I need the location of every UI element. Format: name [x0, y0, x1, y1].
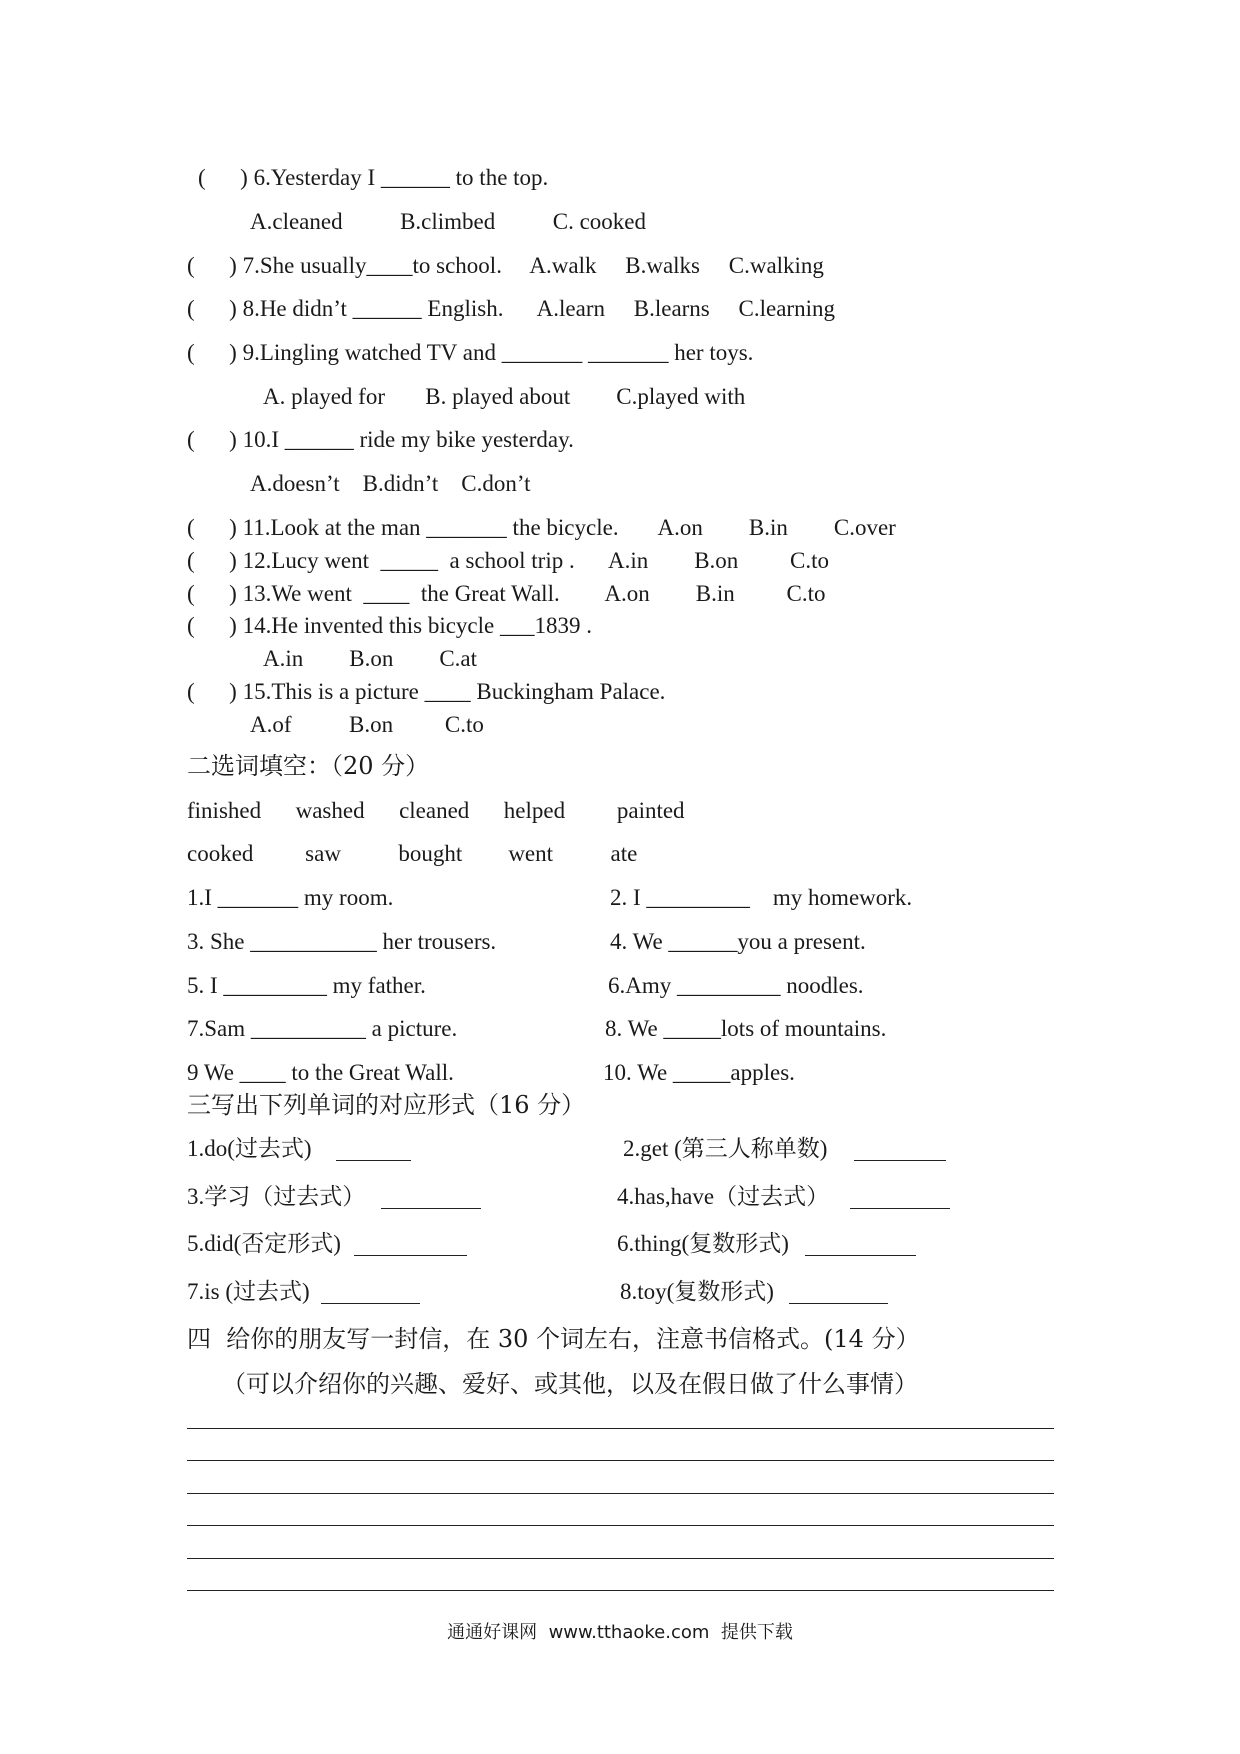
question-14: ( ) 14.He invented this bicycle ___1839 .: [187, 613, 592, 638]
section-3-title: 三写出下列单词的对应形式（16 分）: [187, 1091, 586, 1119]
fill-item-9: 9 We ____ to the Great Wall.: [187, 1060, 454, 1085]
writing-line: [187, 1493, 1054, 1494]
section-2-title: 二选词填空：（20 分）: [187, 752, 430, 780]
answer-line-6: [805, 1255, 916, 1256]
form-item-2: 2.get (第三人称单数): [623, 1136, 828, 1161]
answer-line-3: [381, 1208, 481, 1209]
answer-line-1: [336, 1160, 411, 1161]
form-item-3: 3.学习（过去式）: [187, 1184, 366, 1209]
writing-line: [187, 1558, 1054, 1559]
fill-item-3: 3. She ___________ her trousers.: [187, 929, 497, 954]
writing-line: [187, 1460, 1054, 1461]
answer-line-5: [354, 1255, 467, 1256]
form-item-8: 8.toy(复数形式): [620, 1279, 774, 1304]
fill-item-7: 7.Sam __________ a picture.: [187, 1016, 458, 1041]
question-13: ( ) 13.We went ____ the Great Wall. A.on B.in C.to: [187, 581, 826, 606]
footer-watermark: 通通好课网 www.tthaoke.com 提供下载: [447, 1622, 793, 1643]
fill-item-2: 2. I _________ my homework.: [610, 885, 913, 910]
form-item-7: 7.is (过去式): [187, 1279, 310, 1304]
form-item-1: 1.do(过去式): [187, 1136, 318, 1161]
section-4-subtitle: （可以介绍你的兴趣、爱好、或其他，以及在假日做了什么事情）: [222, 1370, 918, 1398]
writing-line: [187, 1525, 1054, 1526]
question-8: ( ) 8.He didn’t ______ English. A.learn B.learns C.learning: [187, 296, 835, 321]
question-10-options: A.doesn’t B.didn’t C.don’t: [250, 471, 531, 496]
fill-item-8: 8. We _____lots of mountains.: [605, 1016, 887, 1041]
question-10: ( ) 10.I ______ ride my bike yesterday.: [187, 427, 574, 452]
word-bank-row-2: cooked saw bought went ate: [187, 841, 638, 866]
question-9: ( ) 9.Lingling watched TV and _______ _______ her toys.: [187, 340, 754, 365]
writing-line: [187, 1428, 1054, 1429]
answer-line-4: [850, 1208, 950, 1209]
question-6-options: A.cleaned B.climbed C. cooked: [250, 209, 647, 234]
fill-item-6: 6.Amy _________ noodles.: [608, 973, 864, 998]
writing-line: [187, 1590, 1054, 1591]
form-item-6: 6.thing(复数形式): [617, 1231, 789, 1256]
fill-item-1: 1.I _______ my room.: [187, 885, 394, 910]
question-15-options: A.of B.on C.to: [250, 712, 484, 737]
question-11: ( ) 11.Look at the man _______ the bicycle. A.on B.in C.over: [187, 515, 896, 540]
answer-line-2: [854, 1160, 946, 1161]
form-item-5: 5.did(否定形式): [187, 1231, 341, 1256]
section-4-title: 四 给你的朋友写一封信，在 30 个词左右，注意书信格式。(14 分）: [187, 1325, 920, 1353]
word-bank-row-1: finished washed cleaned helped painted: [187, 798, 685, 823]
fill-item-10: 10. We _____apples.: [603, 1060, 795, 1085]
answer-line-7: [321, 1303, 420, 1304]
question-14-options: A.in B.on C.at: [263, 646, 478, 671]
answer-line-8: [789, 1303, 888, 1304]
fill-item-5: 5. I _________ my father.: [187, 973, 426, 998]
question-7: ( ) 7.She usually____to school. A.walk B.walks C.walking: [187, 253, 824, 278]
question-9-options: A. played for B. played about C.played with: [263, 384, 746, 409]
fill-item-4: 4. We ______you a present.: [610, 929, 866, 954]
question-6: ( ) 6.Yesterday I ______ to the top.: [198, 165, 549, 190]
form-item-4: 4.has,have（过去式）: [617, 1184, 830, 1209]
question-12: ( ) 12.Lucy went _____ a school trip . A.in B.on C.to: [187, 548, 830, 573]
question-15: ( ) 15.This is a picture ____ Buckingham Palace.: [187, 679, 666, 704]
